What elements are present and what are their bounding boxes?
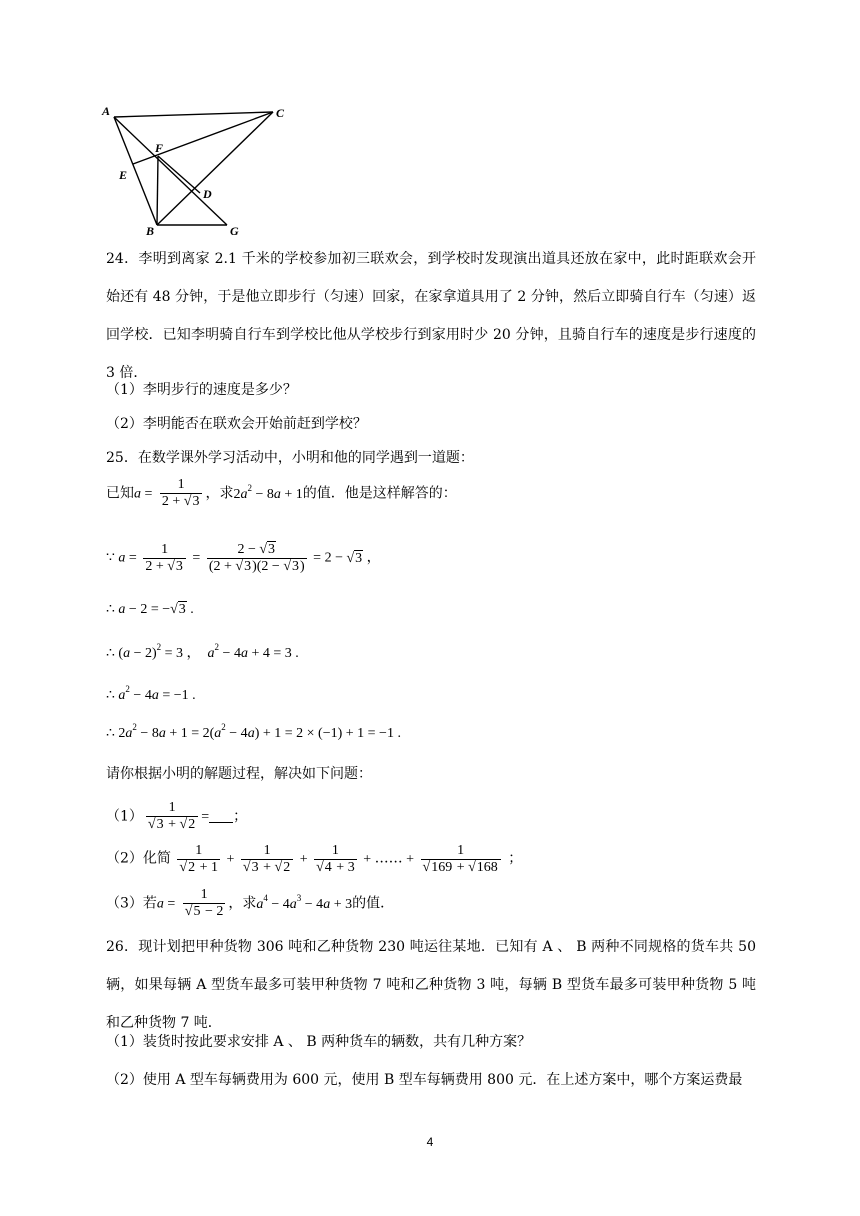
sub-1-label: （1） xyxy=(106,808,143,825)
sum-ellipsis: …… xyxy=(374,850,403,867)
point-label-e: E xyxy=(119,168,128,182)
sub-2-label: （2）化简 xyxy=(106,850,171,867)
solution-step-3: ∴ $(a - 2)^2 = 3$ ， $a^2 - 4a + 4 = 3$ . xyxy=(106,642,299,661)
sub-3-mid: ，求 xyxy=(228,895,257,912)
question-25-given: 已知a = $\frac{1}{2 + √3}$ ，求$2a^2 - 8a + 1$的值．他是这样解答的： xyxy=(106,477,457,509)
point-label-g: G xyxy=(230,224,239,238)
segment-ag xyxy=(114,117,227,225)
question-24-sub-2: （2）李明能否在联欢会开始前赶到学校？ xyxy=(106,416,367,432)
solution-step-5: ∴ $2a^2 - 8a + 1 = 2(a^2 - 4a) + 1 = 2 \times (-1) + 1 = -1$ . xyxy=(106,722,401,741)
question-25-intro: 25．在数学课外学习活动中，小明和他的同学遇到一道题： xyxy=(106,450,474,466)
question-24-text: 24．李明到离家 2.1 千米的学校参加初三联欢会，到学校时发现演出道具还放在家中，此时距联欢会开始还有 48 分钟，于是他立即步行（匀速）回家，在家拿道具用了 2 分钟，然后立即骑自行车（匀速）返回学校．已知李明骑自行车到学校比他从学校步行到家用时少 20 分钟，且骑自行车的速度是步行速度的 3 倍． xyxy=(106,251,756,381)
question-25-sub-1: （1） $\frac{1}{√3 + √2}$ = ； xyxy=(106,800,248,832)
point-label-a: A xyxy=(102,104,111,118)
segment-ac xyxy=(114,112,273,117)
answer-blank xyxy=(209,810,233,823)
question-25-request: 请你根据小明的解题过程，解决如下问题： xyxy=(106,766,372,782)
geometry-figure xyxy=(100,100,300,240)
segment-cb xyxy=(157,112,273,225)
question-25-sub-2: （2）化简 $\frac{1}{√2 + 1}$ + $\frac{1}{√3 + √2}$ + $\frac{1}{√4 + 3}$ + …… + $\frac{1}{√169 + √168}$ ； xyxy=(106,843,523,875)
given-prefix: 已知 xyxy=(106,485,134,502)
question-25-sub-3: （3）若a = $\frac{1}{√5 - 2}$ ，求$a^4 - 4a^3 - 4a + 3$的值． xyxy=(106,887,395,919)
question-26-sub-1: （1）装货时按此要求安排 A 、 B 两种货车的辆数，共有几种方案？ xyxy=(106,1034,532,1050)
segment-ce xyxy=(133,112,273,164)
segment-fb xyxy=(157,156,158,225)
solution-step-4: ∴ $a^2 - 4a = -1$ . xyxy=(106,684,196,703)
point-label-c: C xyxy=(276,106,285,120)
page-number: 4 xyxy=(426,1135,434,1149)
question-24-sub-1: （1）李明步行的速度是多少？ xyxy=(106,382,297,398)
segment-fd xyxy=(158,156,200,193)
given-suffix: 的值．他是这样解答的： xyxy=(302,485,457,502)
point-label-f: F xyxy=(155,141,164,155)
sub-3-suffix: 的值． xyxy=(352,895,395,912)
question-26-sub-2: （2）使用 A 型车每辆费用为 600 元，使用 B 型车每辆费用 800 元．在上述方案中，哪个方案运费最 xyxy=(106,1072,743,1088)
sub-3-label: （3）若 xyxy=(106,895,157,912)
point-label-b: B xyxy=(146,224,155,238)
question-26-text: 26．现计划把甲种货物 306 吨和乙种货物 230 吨运往某地．已知有 A 、 B 两种不同规格的货车共 50 辆，如果每辆 A 型货车最多可装甲种货物 7 吨和乙种货物 3 吨，每辆 B 型货车最多可装甲种货物 5 吨和乙种货物 7 吨． xyxy=(106,939,756,1031)
given-mid: ，求 xyxy=(205,485,234,502)
point-label-d: D xyxy=(203,187,212,201)
solution-step-1: ∵ a = $\frac{1}{2 + √3}$ = $\frac{2 - √3}{(2 + √3)(2 - √3)}$ = 2 − √3 ， xyxy=(106,542,381,574)
solution-step-2: ∴ a − 2 = −√3 . xyxy=(106,602,194,617)
